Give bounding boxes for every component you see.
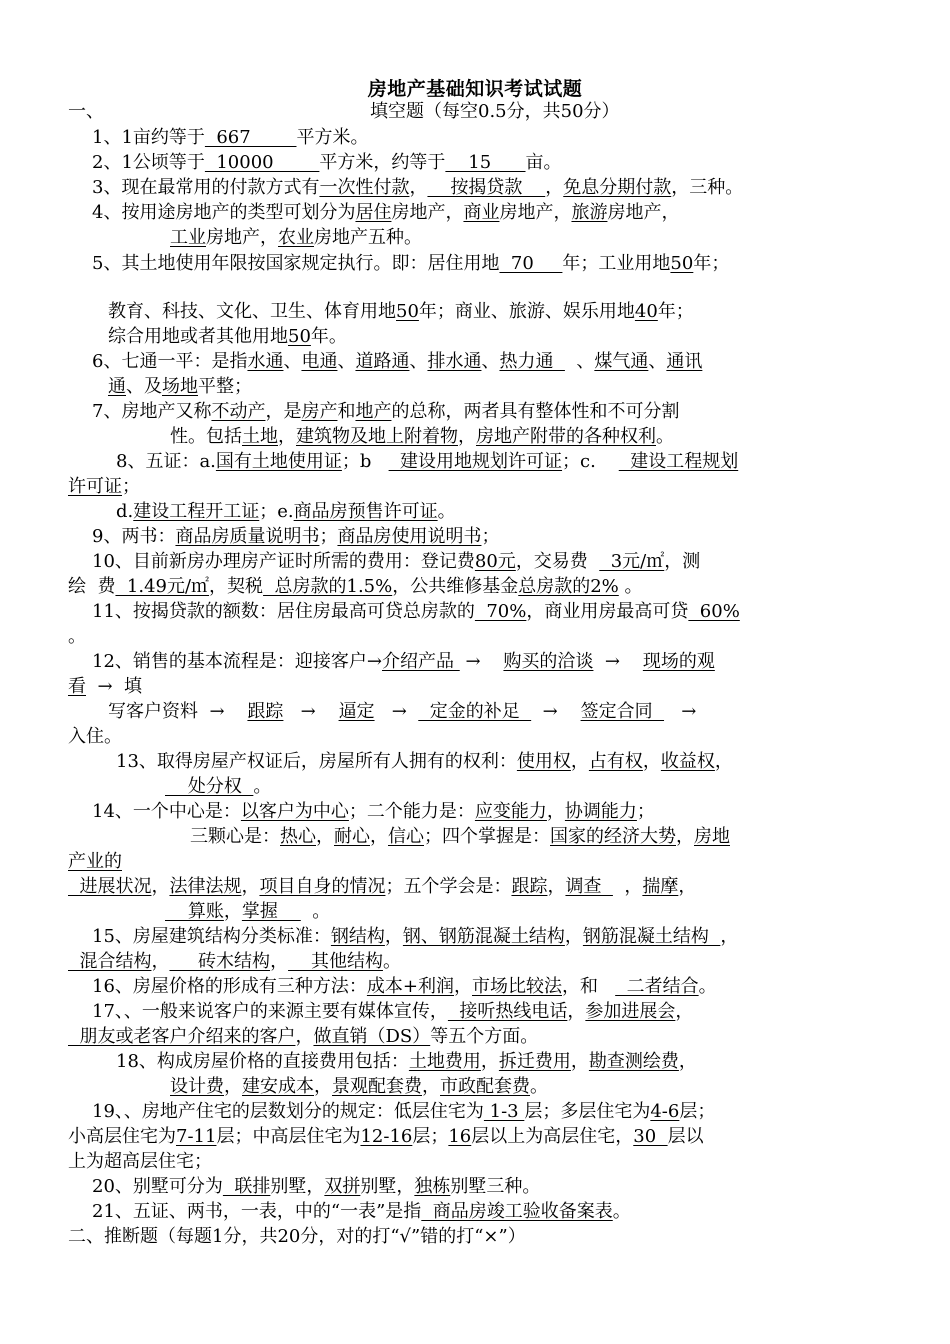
- answer-blank: 钢结构: [330, 926, 385, 947]
- answer-blank: 热心: [280, 826, 316, 847]
- answer-blank: 7-11: [176, 1126, 217, 1147]
- answer-blank: 设计费: [170, 1076, 224, 1097]
- question-12-cont2: 写客户资料 → 跟踪 → 逼定 → 定金的补足 → 签定合同 →: [108, 701, 697, 722]
- answer-blank: 二者结合: [615, 976, 699, 997]
- answer-blank: 70: [499, 253, 563, 274]
- answer-blank: 50: [670, 253, 694, 274]
- question-7-cont: 性。包括土地，建筑物及地上附着物，房地产附带的各种权利。: [170, 426, 674, 447]
- question-4-cont: 工业房地产，农业房地产五种。: [170, 227, 422, 248]
- answer-blank: 房地: [694, 826, 730, 847]
- answer-blank: 双拼: [324, 1176, 361, 1197]
- answer-blank: 看: [68, 676, 86, 697]
- answer-blank: 道路通: [355, 351, 410, 372]
- question-13-cont: 处分权 。: [165, 776, 272, 797]
- answer-blank: 电通: [301, 351, 338, 372]
- answer-blank: 调查: [565, 876, 613, 897]
- answer-blank: 市场比较法: [472, 976, 562, 997]
- question-1: 1、1亩约等于 667 平方米。: [92, 127, 369, 148]
- answer-blank: 定金的补足: [418, 701, 532, 722]
- answer-blank: 法律法规: [169, 876, 242, 897]
- answer-blank: 景观配套费: [332, 1076, 422, 1097]
- answer-blank: 水通: [247, 351, 284, 372]
- page-title: 房地产基础知识考试试题: [367, 78, 583, 100]
- question-13: 13、取得房屋产权证后，房屋所有人拥有的权利：使用权，占有权，收益权，: [116, 751, 733, 772]
- question-20: 20、别墅可分为 联排别墅，双拼别墅，独栋别墅三种。: [92, 1176, 541, 1197]
- question-5: 5、其土地使用年限按国家规定执行。即：居住用地 70 年；工业用地50年；: [92, 253, 730, 274]
- answer-blank: 总房款的1.5%: [263, 576, 393, 597]
- answer-blank: 朋友或老客户介绍来的客户: [68, 1026, 296, 1047]
- question-10: 10、目前新房办理房产证时所需的费用：登记费80元，交易费 3元/㎡，测: [92, 551, 701, 572]
- answer-blank: 场地: [162, 376, 198, 397]
- question-14-cont: 三颗心是：热心，耐心，信心；四个掌握是：国家的经济大势，房地: [190, 826, 730, 847]
- answer-blank: 商品房预售许可证: [293, 501, 438, 522]
- question-17-cont: 朋友或老客户介绍来的客户，做直销（DS）等五个方面。: [68, 1026, 539, 1047]
- question-19: 19、、房地产住宅的层数划分的规定：低层住宅为 1-3 层；多层住宅为4-6层；: [92, 1101, 716, 1122]
- question-14-cont2: [68, 849, 122, 875]
- answer-blank: 房地产附带的各种权利: [476, 426, 656, 447]
- answer-blank: 国家的经济大势: [550, 826, 676, 847]
- answer-blank: 40: [634, 301, 658, 322]
- answer-blank: 排水通: [427, 351, 482, 372]
- question-9: 9、两书：商品房质量说明书；商品房使用说明书；: [92, 526, 500, 547]
- question-19-cont2: 上为超高层住宅；: [68, 1151, 212, 1172]
- answer-blank: 80元: [474, 551, 516, 572]
- question-8-cont2: d.建设工程开工证；e.商品房预售许可证。: [116, 501, 456, 522]
- answer-blank: 商品房质量说明书: [175, 526, 320, 547]
- section-1-heading: 填空题（每空0.5分，共50分）: [370, 101, 620, 122]
- answer-blank: 拆迁费用: [498, 1051, 571, 1072]
- answer-blank: 跟踪: [511, 876, 548, 897]
- answer-blank: 建设用地规划许可证: [388, 451, 563, 472]
- answer-blank: 通: [108, 376, 126, 397]
- question-16: 16、房屋价格的形成有三种方法：成本+利润，市场比较法，和 二者结合。: [92, 976, 717, 997]
- answer-blank: 70%: [474, 601, 527, 622]
- question-18: 18、构成房屋价格的直接费用包括：土地费用，拆迁费用，勘查测绘费，: [116, 1051, 697, 1072]
- answer-blank: 应变能力: [474, 801, 547, 822]
- question-4: 4、按用途房地产的类型可划分为居住房地产，商业房地产，旅游房地产，: [92, 202, 680, 223]
- question-10-cont: 绘 费 1.49元/㎡，契税 总房款的1.5%，公共维修基金总房款的2% 。: [68, 576, 643, 597]
- answer-blank: 以客户为中心: [240, 801, 349, 822]
- answer-blank: 一次性付款: [319, 177, 410, 198]
- answer-blank: 商品房使用说明书: [337, 526, 482, 547]
- question-15-cont: 混合结构， 砖木结构， 其他结构。: [68, 951, 401, 972]
- answer-blank: 接听热线电话: [447, 1001, 568, 1022]
- answer-blank: 居住: [355, 202, 392, 223]
- answer-blank: 不动产: [211, 401, 266, 422]
- answer-blank: 旅游: [571, 202, 608, 223]
- question-12-cont3: 入住。: [68, 726, 122, 747]
- question-18-cont: 设计费，建安成本，景观配套费，市政配套费。: [170, 1076, 548, 1097]
- answer-blank: 揣摩: [642, 876, 679, 897]
- answer-blank: 建设工程开工证: [133, 501, 260, 522]
- question-2: 2、1公顷等于 10000 平方米，约等于 15 亩。: [92, 152, 562, 173]
- question-5-cont2: 综合用地或者其他用地50年。: [108, 326, 347, 347]
- question-14: 14、一个中心是：以客户为中心；二个能力是：应变能力，协调能力；: [92, 801, 655, 822]
- answer-blank: 房产: [301, 401, 338, 422]
- question-21: 21、五证、两书，一表，中的“一表”是指 商品房竣工验收备案表。: [92, 1201, 631, 1222]
- answer-blank: 热力通: [499, 351, 565, 372]
- answer-blank: 现场的观: [642, 651, 715, 672]
- question-14-cont3: 进展状况，法律法规，项目自身的情况；五个学会是：跟踪，调查 ，揣摩，: [68, 876, 697, 897]
- answer-blank: 购买的洽谈: [503, 651, 594, 672]
- section-2-heading: 二、推断题（每题1分，共20分，对的打“√”错的打“×”）: [68, 1226, 526, 1247]
- question-17: 17、、一般来说客户的来源主要有媒体宣传， 接听热线电话，参加进展会，: [92, 1001, 694, 1022]
- answer-blank: 10000: [204, 152, 320, 173]
- answer-blank: 农业: [278, 227, 314, 248]
- answer-blank: 使用权: [516, 751, 571, 772]
- answer-blank: 50: [288, 326, 311, 347]
- question-11-cont: 。: [68, 626, 86, 647]
- answer-blank: 成本+利润: [366, 976, 454, 997]
- answer-blank: 协调能力: [564, 801, 637, 822]
- answer-blank: 50: [396, 301, 419, 322]
- question-11: 11、按揭贷款的额数：居住房最高可贷总房款的 70%，商业用房最高可贷 60%: [92, 601, 740, 622]
- answer-blank: 许可证: [68, 476, 122, 497]
- question-5-cont: 教育、科技、文化、卫生、体育用地50年；商业、旅游、娱乐用地40年；: [108, 301, 694, 322]
- answer-blank: 1-3: [483, 1101, 525, 1122]
- question-8-cont: 许可证；: [68, 476, 140, 497]
- answer-blank: 掌握: [241, 901, 301, 922]
- answer-blank: 建设工程规划: [618, 451, 739, 472]
- answer-blank: 15: [445, 152, 526, 173]
- answer-blank: 签定合同: [580, 701, 665, 722]
- answer-blank: 信心: [388, 826, 424, 847]
- answer-blank: 建筑物及地上附着物: [296, 426, 458, 447]
- answer-blank: 介绍产品: [382, 651, 460, 672]
- question-12-cont: 看 → 填: [68, 676, 142, 697]
- question-8: 8、五证：a.国有土地使用证；b 建设用地规划许可证；c. 建设工程规划: [116, 451, 739, 472]
- answer-blank: 算账: [165, 901, 224, 922]
- answer-blank: 做直销（DS）: [313, 1026, 431, 1047]
- answer-blank: 商品房竣工验收备案表: [421, 1201, 613, 1222]
- answer-blank: 逼定: [338, 701, 375, 722]
- answer-blank: 占有权: [588, 751, 643, 772]
- answer-blank: 667: [204, 127, 297, 148]
- answer-blank: 项目自身的情况: [259, 876, 386, 897]
- answer-blank: 独栋: [414, 1176, 451, 1197]
- answer-blank: 3元/㎡: [599, 551, 665, 572]
- question-7: 7、房地产又称不动产，是房产和地产的总称，两者具有整体性和不可分割: [92, 401, 680, 422]
- question-14-cont4: 算账，掌握 。: [165, 901, 331, 922]
- answer-blank: 按揭贷款: [427, 177, 546, 198]
- answer-blank: 产业的: [68, 851, 122, 872]
- answer-blank: 进展状况: [68, 876, 152, 897]
- answer-blank: 处分权: [165, 776, 254, 797]
- answer-blank: 其他结构: [288, 951, 383, 972]
- answer-blank: 勘查测绘费: [588, 1051, 679, 1072]
- answer-blank: 12-16: [360, 1126, 413, 1147]
- question-12: 12、销售的基本流程是：迎接客户→介绍产品 → 购买的洽谈 → 现场的观: [92, 651, 715, 672]
- answer-blank: 建安成本: [242, 1076, 314, 1097]
- answer-blank: 商业: [463, 202, 500, 223]
- question-6-cont: 通、及场地平整；: [108, 376, 252, 397]
- answer-blank: 市政配套费: [440, 1076, 530, 1097]
- question-3: 3、现在最常用的付款方式有一次性付款， 按揭贷款 ，免息分期付款，三种。: [92, 177, 744, 198]
- answer-blank: 免息分期付款: [563, 177, 672, 198]
- answer-blank: 地产: [355, 401, 392, 422]
- answer-blank: 总房款的2%: [518, 576, 619, 597]
- answer-blank: 国有土地使用证: [215, 451, 342, 472]
- answer-blank: 钢、钢筋混凝土结构: [402, 926, 565, 947]
- question-6: 6、七通一平：是指水通、电通、道路通、排水通、热力通 、煤气通、通讯: [92, 351, 703, 372]
- answer-blank: 16: [448, 1126, 472, 1147]
- answer-blank: 土地费用: [408, 1051, 481, 1072]
- question-15: 15、房屋建筑结构分类标准：钢结构，钢、钢筋混凝土结构，钢筋混凝土结构 ，: [92, 926, 739, 947]
- answer-blank: 耐心: [334, 826, 370, 847]
- answer-blank: 60%: [688, 601, 740, 622]
- answer-blank: 通讯: [666, 351, 703, 372]
- answer-blank: 混合结构: [68, 951, 152, 972]
- answer-blank: 1.49元/㎡: [115, 576, 210, 597]
- section-1-number: 一、: [68, 101, 104, 122]
- answer-blank: 土地: [242, 426, 278, 447]
- answer-blank: 工业: [170, 227, 206, 248]
- answer-blank: 30: [633, 1126, 668, 1147]
- question-19-cont: 小高层住宅为7-11层；中高层住宅为12-16层；16层以上为高层住宅，30 层以: [68, 1126, 704, 1147]
- answer-blank: 联排: [222, 1176, 271, 1197]
- answer-blank: 钢筋混凝土结构: [582, 926, 721, 947]
- answer-blank: 煤气通: [594, 351, 649, 372]
- answer-blank: 收益权: [660, 751, 715, 772]
- answer-blank: 4-6: [650, 1101, 680, 1122]
- answer-blank: 跟踪: [247, 701, 284, 722]
- answer-blank: 参加进展会: [585, 1001, 676, 1022]
- answer-blank: 砖木结构: [169, 951, 271, 972]
